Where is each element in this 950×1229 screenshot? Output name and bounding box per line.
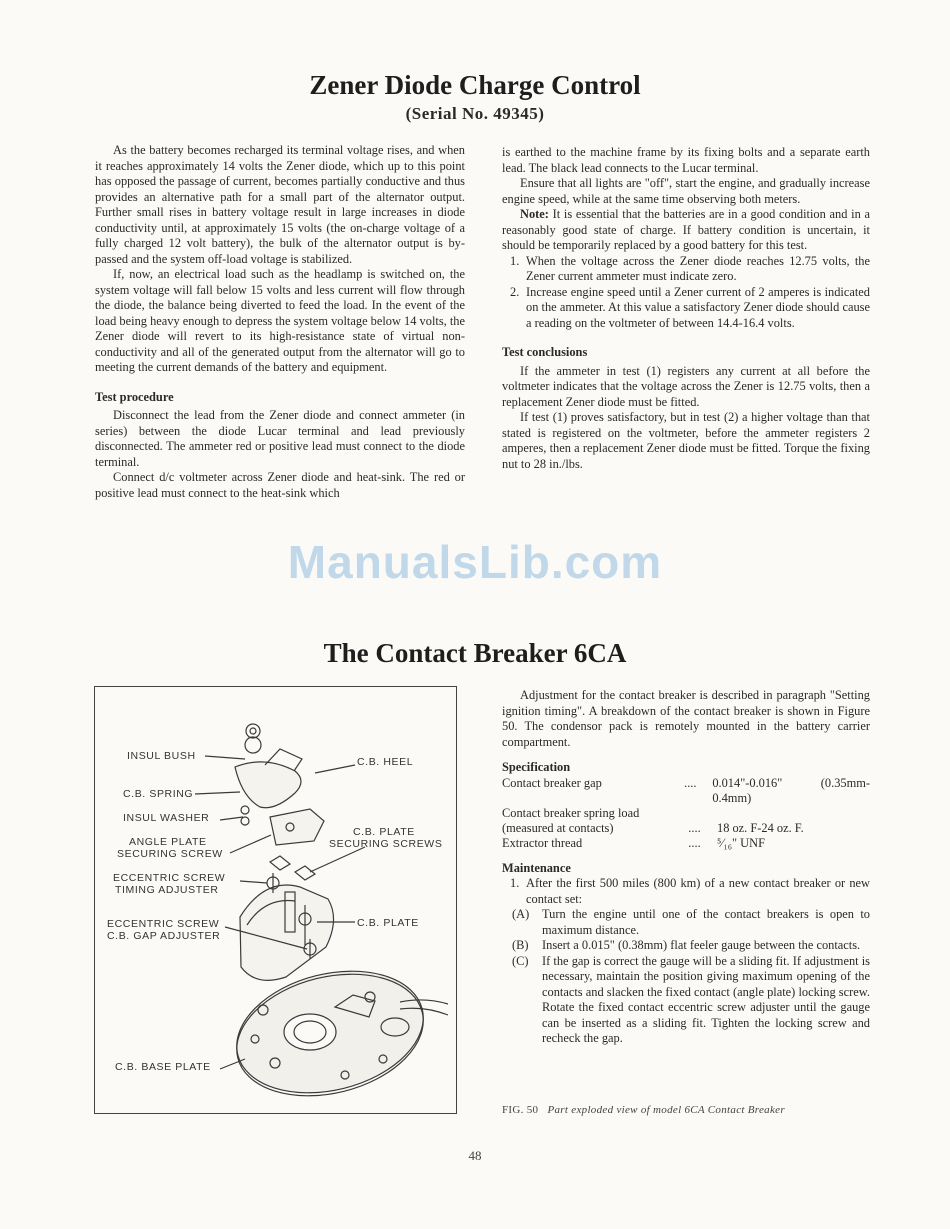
label-insul-washer: INSUL WASHER: [123, 812, 210, 824]
watermark: ManualsLib.com: [287, 536, 663, 588]
zener-left-column: [95, 143, 465, 501]
spec-row: [502, 821, 870, 836]
label-angle-plate: ANGLE PLATE: [129, 836, 207, 848]
note-paragraph: [502, 207, 870, 254]
maintenance-heading: Maintenance: [502, 860, 571, 875]
spec-label: (measured at contacts): [502, 820, 614, 835]
caption-figure-number: FIG. 50: [502, 1104, 539, 1116]
specification-heading: Specification: [502, 760, 571, 774]
label-cb-plate-securing-screws: SECURING SCREWS: [329, 838, 443, 850]
section-title-contact-breaker: The Contact Breaker 6CA: [323, 638, 627, 668]
step-text: After the first 500 miles (800 km) of a new contact breaker or new contact set:: [526, 876, 870, 906]
test-conclusions-heading: Test conclusions: [502, 345, 588, 359]
spec-value: ⁵⁄₁₆" UNF: [717, 835, 765, 850]
paragraph: As the battery becomes recharged its terminal voltage rises, and when it reaches approximately 14 volts the Zener diode, which up to this point has opposed the passage of current, becomes partially conductive and thus provides an alternative path for a small part of the alternator output. Further small rises in battery voltage result in large increases in diode conductivity until, at approximately 15 volts (the on-charge voltage of a fully charged 12 volt battery), the bulk of the alternator output is by-passed and the system off-load voltage is stabilized.: [95, 143, 465, 266]
label-eccentric-screw-timing: ECCENTRIC SCREW: [113, 872, 226, 884]
note-label: Note:: [520, 207, 549, 221]
substep-text: If the gap is correct the gauge will be a sliding fit. If adjustment is necessary, maintain the position giving maximum opening of the contacts and slacken the fixed contact (angle plate) locking screw. Rotate the fixed contact eccentric screw adjuster until the gauge can be inserted as a sliding fit. Tighten the locking screw and recheck the gap.: [542, 953, 870, 1045]
spec-dots: ....: [688, 820, 701, 835]
paragraph: If test (1) proves satisfactory, but in test (2) a higher voltage than that stated is registered on the voltmeter, before the ammeter registers 2 amperes, then a replacement Zener diode must be fitted. Torque the fixing nut to 28 in./lbs.: [502, 410, 870, 471]
label-eccentric-screw-gap: ECCENTRIC SCREW: [107, 918, 220, 930]
list-item: [502, 285, 870, 332]
spec-row: [502, 836, 870, 851]
list-item: [502, 876, 870, 907]
list-item: [502, 938, 870, 954]
substep-text: Insert a 0.015" (0.38mm) flat feeler gauge between the contacts.: [542, 938, 861, 952]
label-cb-base-plate: C.B. BASE PLATE: [115, 1061, 211, 1073]
zener-right-column: [502, 145, 870, 472]
label-insul-bush: INSUL BUSH: [127, 750, 196, 762]
note-text: It is essential that the batteries are in a good condition and in a reasonably good state of charge. If battery condition is uncertain, it should be temporarily replaced by a good battery for this test.: [502, 207, 870, 252]
section-title-zener: Zener Diode Charge Control: [309, 70, 641, 100]
paragraph: is earthed to the machine frame by its fixing bolts and a separate earth lead. The black lead connects to the Lucar terminal.: [502, 145, 870, 175]
spec-dots: ....: [688, 835, 701, 850]
figure-contact-breaker: [94, 686, 457, 1114]
step-number: 1.: [510, 876, 520, 890]
paragraph: If, now, an electrical load such as the headlamp is switched on, the system voltage will fall below 15 volts and less current will flow through the diode, the balance being diverted to feed the load. In the event of the load being heavy enough to depress the system voltage below 14 volts, the Zener diode will revert to its high-resistance state of virtual non-conductivity and all of the generated output from the alternator will go to meeting the current demands of the battery and equipment.: [95, 267, 465, 374]
contact-breaker-column: [502, 688, 870, 1047]
spec-row: [502, 806, 870, 821]
paragraph: If the ammeter in test (1) registers any current at all before the voltmeter indicates that the voltage across the Zener is 12.75 volts, then a replacement Zener diode must be fitted.: [502, 363, 870, 409]
spec-label: Contact breaker gap: [502, 775, 602, 790]
test-procedure-heading: Test procedure: [95, 389, 174, 404]
label-angle-plate-screw: SECURING SCREW: [117, 848, 223, 860]
caption-text: Part exploded view of model 6CA Contact Breaker: [547, 1104, 785, 1116]
label-cb-gap-adjuster: C.B. GAP ADJUSTER: [107, 930, 221, 942]
label-timing-adjuster: TIMING ADJUSTER: [115, 884, 219, 896]
step-text: Increase engine speed until a Zener current of 2 amperes is indicated on the ammeter. At this value a satisfactory Zener diode should cause a reading on the voltmeter of between 14.4-16.4 volts.: [526, 284, 870, 330]
substep-letter: (A): [512, 907, 530, 921]
substep-letter: (B): [512, 938, 529, 952]
paragraph: Disconnect the lead from the Zener diode and connect ammeter (in series) between the diode Lucar terminal and lead previously disconnected. The ammeter red or positive lead must connect to the diode terminal.: [95, 408, 465, 469]
label-cb-plate-securing: C.B. PLATE: [353, 826, 415, 838]
page-number: 48: [468, 1148, 482, 1163]
paragraph: Ensure that all lights are "off", start the engine, and gradually increase engine speed, while at the same time observing both meters.: [502, 176, 870, 206]
spec-value: 18 oz. F-24 oz. F.: [717, 820, 804, 835]
spec-dots: ....: [684, 775, 697, 790]
spec-row: [502, 776, 870, 806]
substep-text: Turn the engine until one of the contact breakers is open to maximum distance.: [542, 907, 870, 937]
list-item: [502, 954, 870, 1047]
step-number: 2.: [510, 284, 520, 299]
list-item: [502, 907, 870, 938]
label-cb-plate: C.B. PLATE: [357, 917, 419, 929]
step-number: 1.: [510, 253, 520, 268]
spec-label: Contact breaker spring load: [502, 805, 640, 820]
step-text: When the voltage across the Zener diode reaches 12.75 volts, the Zener current ammeter must indicate zero.: [526, 253, 870, 283]
paragraph: Adjustment for the contact breaker is described in paragraph "Setting ignition timing". A breakdown of the contact breaker is shown in Figure 50. The condensor pack is remotely mounted in the battery carrier compartment.: [502, 688, 870, 749]
paragraph: Connect d/c voltmeter across Zener diode and heat-sink. The red or positive lead must connect to the heat-sink which: [95, 470, 465, 500]
label-cb-heel: C.B. HEEL: [357, 756, 414, 768]
label-cb-spring: C.B. SPRING: [123, 788, 194, 800]
list-item: [502, 254, 870, 285]
figure-caption: [502, 1104, 785, 1116]
substep-letter: (C): [512, 953, 529, 968]
spec-value: 0.014"-0.016" (0.35mm-0.4mm): [712, 775, 870, 805]
spec-label: Extractor thread: [502, 835, 583, 850]
section-subtitle-serial: (Serial No. 49345): [405, 104, 545, 123]
